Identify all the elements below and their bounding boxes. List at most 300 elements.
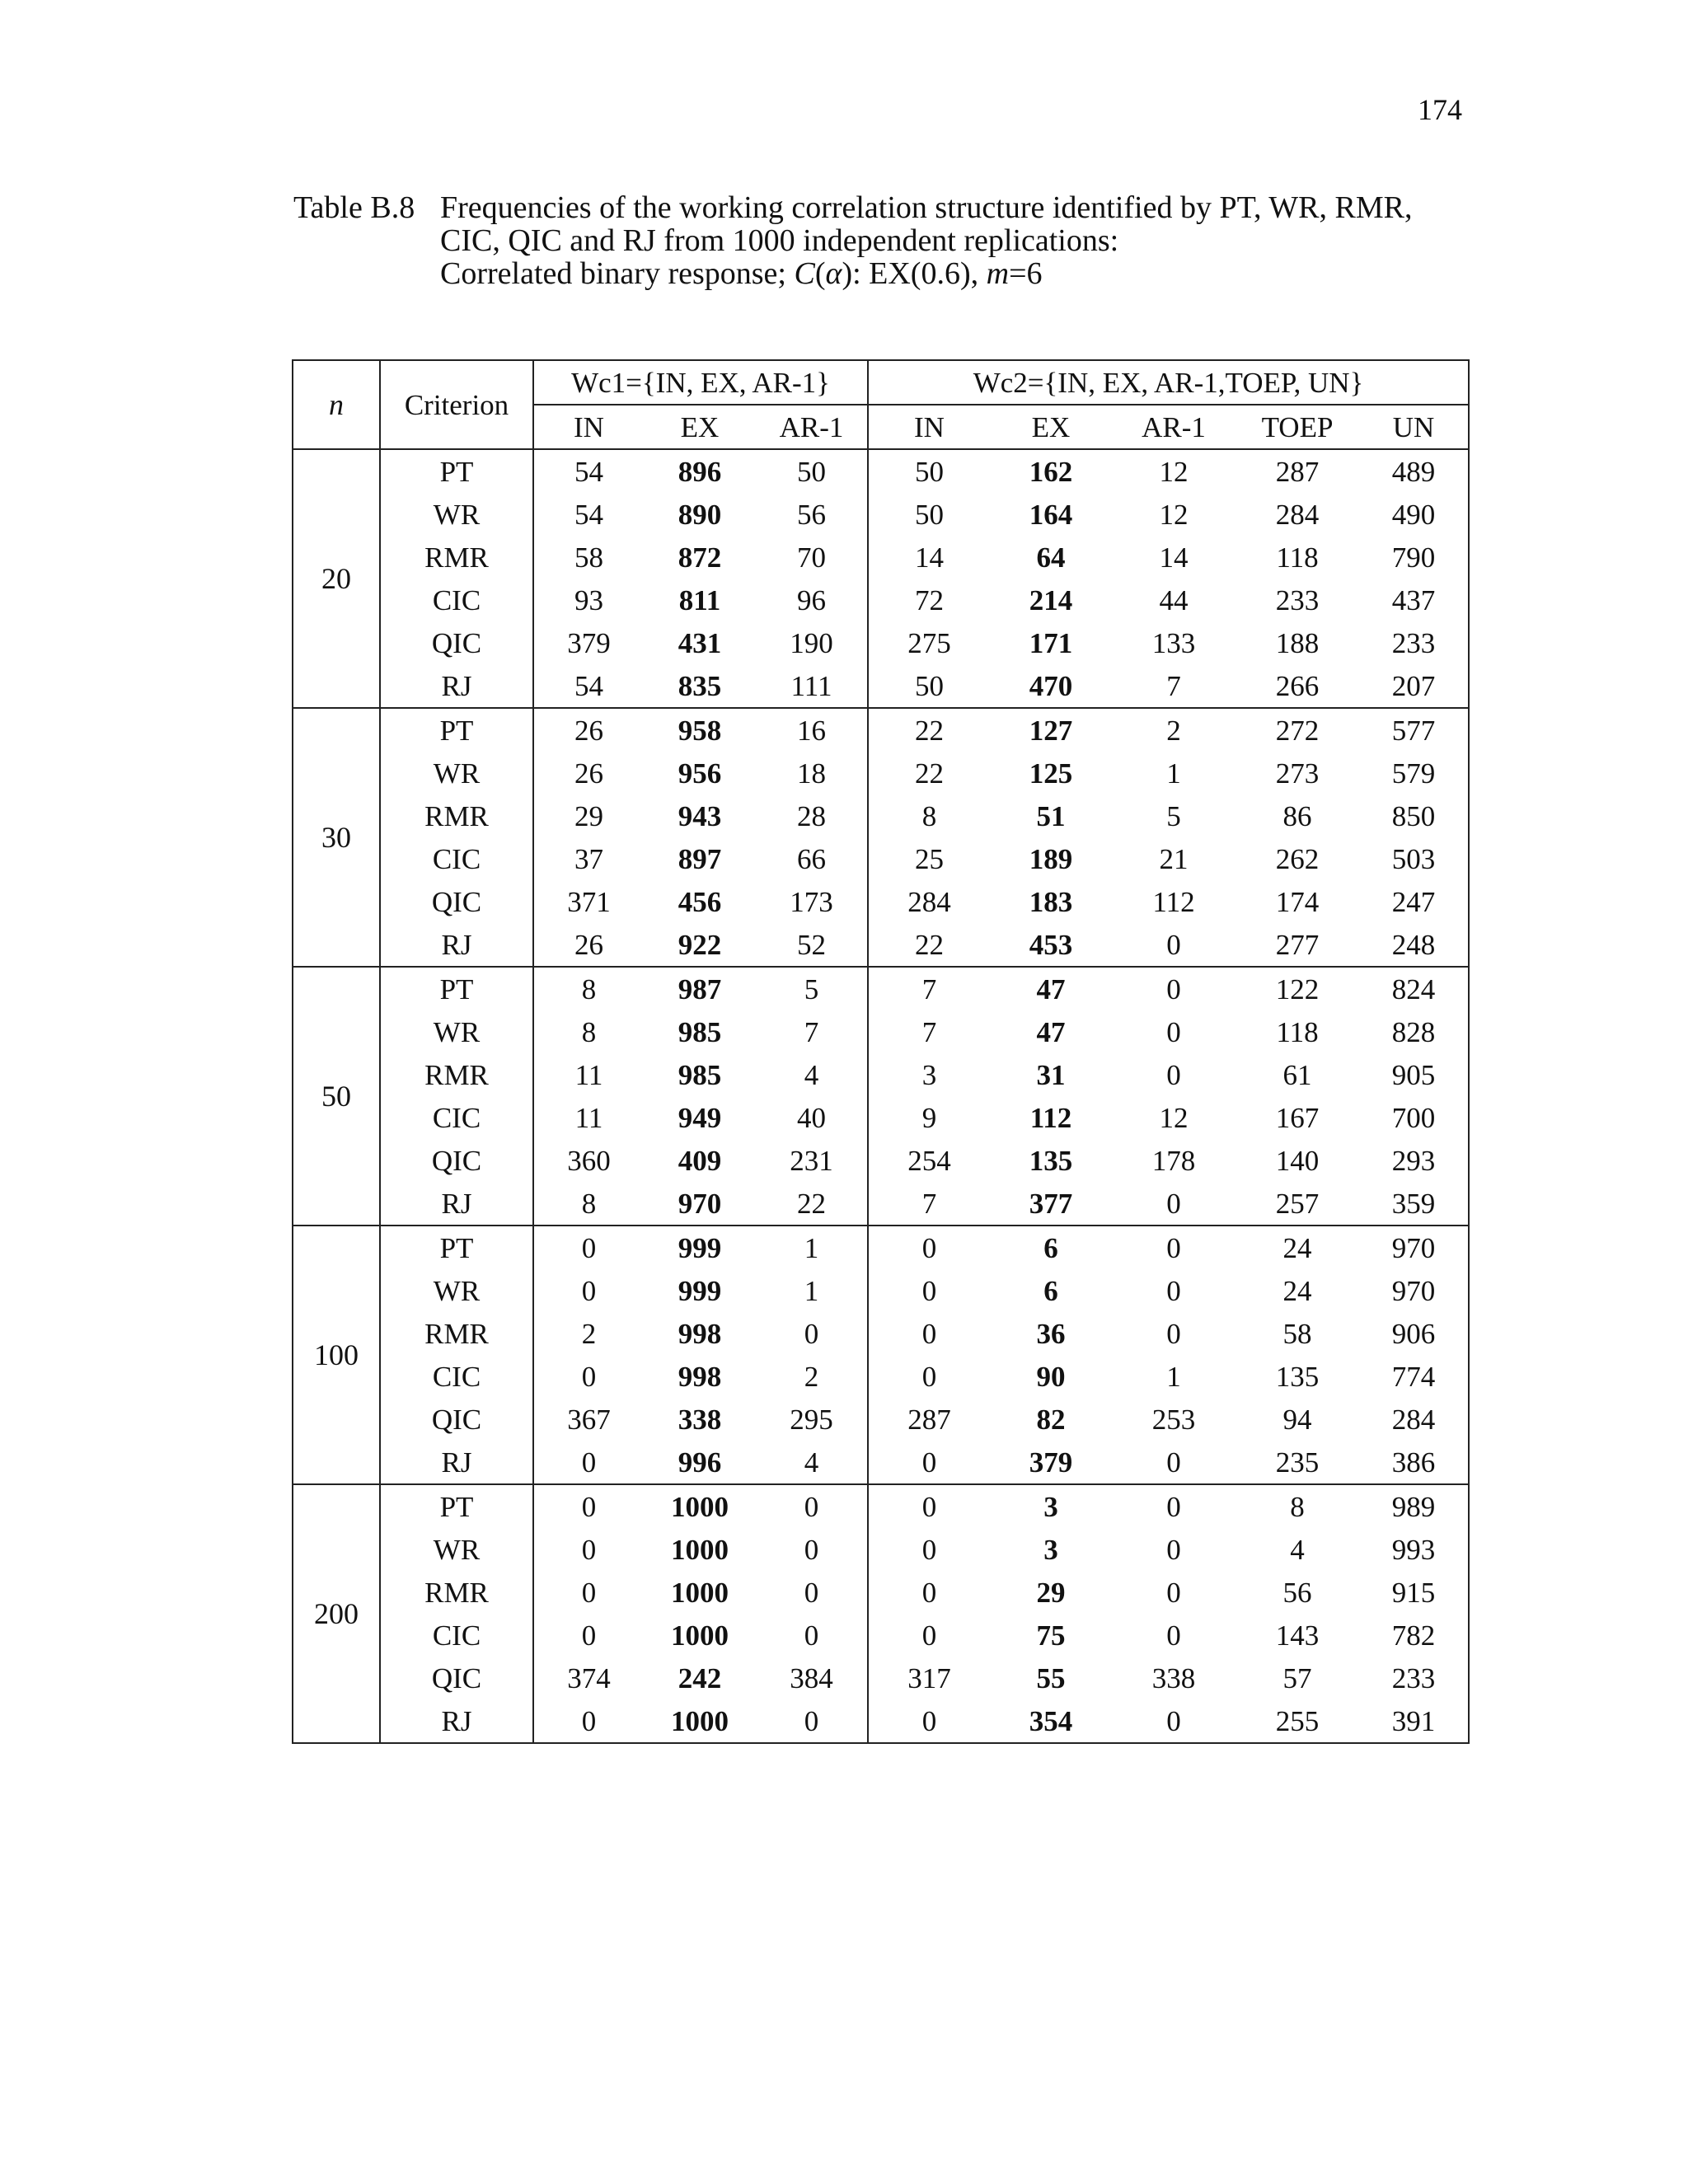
value-cell: 8 (921, 799, 937, 832)
value-cell: 284 (1275, 498, 1320, 531)
value-cell: 7 (921, 972, 937, 1005)
table-row (293, 708, 1469, 752)
table-row (293, 880, 1469, 923)
value-cell: 338 (678, 1403, 722, 1436)
frequency-table (292, 359, 1470, 1744)
value-cell: 850 (1359, 794, 1469, 837)
header-wc2-ex: EX (990, 405, 1112, 449)
table-row (293, 1312, 1469, 1355)
value-cell: 284 (1359, 1398, 1469, 1441)
value-cell: 1000 (671, 1619, 729, 1652)
header-wc2-toep: TOEP (1236, 405, 1359, 449)
table-row (293, 1226, 1469, 1269)
group-n: 100 (293, 1226, 380, 1484)
value-cell: 872 (678, 541, 722, 574)
value-cell: 503 (1359, 837, 1469, 880)
table-row (293, 967, 1469, 1010)
value-cell: 409 (678, 1144, 722, 1177)
header-wc2: Wc2={IN, EX, AR-1,TOEP, UN} (868, 360, 1469, 405)
value-cell: 4 (1290, 1533, 1305, 1566)
value-cell: 188 (1275, 626, 1320, 659)
value-cell: 26 (574, 714, 603, 747)
value-cell: 905 (1359, 1053, 1469, 1096)
value-cell: 11 (574, 1101, 603, 1134)
header-wc1-ex: EX (644, 405, 756, 449)
criterion-cell: RMR (380, 536, 533, 579)
value-cell: 1000 (644, 1699, 756, 1743)
table-row (293, 493, 1469, 536)
value-cell: 0 (1166, 972, 1181, 1005)
value-cell: 0 (756, 1312, 868, 1355)
value-cell: 22 (868, 923, 990, 967)
value-cell: 293 (1359, 1139, 1469, 1182)
value-cell: 47 (1036, 1015, 1066, 1048)
value-cell: 379 (990, 1441, 1112, 1484)
value-cell: 28 (756, 794, 868, 837)
value-cell: 0 (921, 1576, 937, 1609)
table-row (293, 1441, 1469, 1484)
table-body (293, 449, 1469, 1743)
value-cell: 431 (678, 626, 722, 659)
value-cell: 4 (756, 1441, 868, 1484)
value-cell: 824 (1359, 967, 1469, 1010)
value-cell: 828 (1359, 1010, 1469, 1053)
value-cell: 0 (581, 1533, 597, 1566)
criterion-cell: RMR (380, 1312, 533, 1355)
criterion-cell: WR (380, 1269, 533, 1312)
value-cell: 112 (1152, 885, 1195, 918)
value-cell: 1000 (671, 1533, 729, 1566)
value-cell: 61 (1282, 1058, 1312, 1091)
group-n: 30 (293, 708, 380, 967)
criterion-cell: CIC (380, 579, 533, 621)
value-cell: 55 (1036, 1661, 1066, 1694)
value-cell: 0 (1166, 1015, 1181, 1048)
value-cell: 24 (1282, 1231, 1312, 1264)
value-cell: 999 (678, 1274, 722, 1307)
value-cell: 82 (1036, 1403, 1066, 1436)
value-cell: 391 (1359, 1699, 1469, 1743)
table-row (293, 1010, 1469, 1053)
value-cell: 5 (1166, 799, 1181, 832)
table-row (293, 837, 1469, 880)
value-cell: 956 (678, 757, 722, 790)
criterion-cell: QIC (380, 880, 533, 923)
value-cell: 295 (756, 1398, 868, 1441)
caption-line-3-text: Correlated binary response; (440, 256, 795, 291)
value-cell: 40 (756, 1096, 868, 1139)
value-cell: 72 (915, 583, 944, 616)
value-cell: 266 (1236, 664, 1359, 708)
criterion-cell: CIC (380, 837, 533, 880)
value-cell: 906 (1359, 1312, 1469, 1355)
value-cell: 96 (756, 579, 868, 621)
value-cell: 125 (1029, 757, 1073, 790)
header-wc1-ar1: AR-1 (756, 405, 868, 449)
table-row (293, 449, 1469, 493)
value-cell: 0 (1112, 1699, 1236, 1743)
value-cell: 384 (756, 1657, 868, 1699)
value-cell: 897 (678, 842, 722, 875)
table-row (293, 794, 1469, 837)
value-cell: 317 (907, 1661, 951, 1694)
value-cell: 949 (678, 1101, 722, 1134)
value-cell: 7 (921, 1015, 937, 1048)
value-cell: 235 (1236, 1441, 1359, 1484)
criterion-cell: WR (380, 493, 533, 536)
value-cell: 4 (756, 1053, 868, 1096)
value-cell: 0 (921, 1231, 937, 1264)
value-cell: 2 (756, 1355, 868, 1398)
value-cell: 52 (756, 923, 868, 967)
value-cell: 377 (990, 1182, 1112, 1226)
value-cell: 0 (921, 1533, 937, 1566)
value-cell: 22 (756, 1182, 868, 1226)
value-cell: 12 (1159, 455, 1189, 488)
group-n: 50 (293, 967, 380, 1226)
value-cell: 0 (921, 1360, 937, 1393)
criterion-cell: RJ (380, 1182, 533, 1226)
value-cell: 18 (756, 752, 868, 794)
value-cell: 999 (678, 1231, 722, 1264)
value-cell: 231 (756, 1139, 868, 1182)
header-criterion: Criterion (380, 360, 533, 449)
value-cell: 86 (1282, 799, 1312, 832)
value-cell: 21 (1159, 842, 1189, 875)
table-row (293, 1355, 1469, 1398)
value-cell: 287 (1275, 455, 1320, 488)
value-cell: 8 (581, 972, 597, 1005)
value-cell: 0 (756, 1528, 868, 1571)
value-cell: 11 (574, 1058, 603, 1091)
value-cell: 58 (574, 541, 603, 574)
value-cell: 782 (1359, 1614, 1469, 1657)
criterion-cell: RMR (380, 1571, 533, 1614)
value-cell: 14 (1159, 541, 1189, 574)
value-cell: 490 (1359, 493, 1469, 536)
header-wc1: Wc1={IN, EX, AR-1} (533, 360, 868, 405)
value-cell: 64 (1036, 541, 1066, 574)
value-cell: 0 (1112, 923, 1236, 967)
value-cell: 233 (1359, 1657, 1469, 1699)
value-cell: 164 (1029, 498, 1073, 531)
table-row (293, 621, 1469, 664)
value-cell: 1 (756, 1226, 868, 1269)
value-cell: 51 (1036, 799, 1066, 832)
value-cell: 57 (1282, 1661, 1312, 1694)
value-cell: 0 (581, 1231, 597, 1264)
table-row (293, 1484, 1469, 1528)
criterion-cell: QIC (380, 1139, 533, 1182)
value-cell: 0 (1112, 1441, 1236, 1484)
criterion-cell: CIC (380, 1614, 533, 1657)
table-row (293, 536, 1469, 579)
value-cell: 50 (915, 455, 944, 488)
value-cell: 6 (1043, 1231, 1058, 1264)
value-cell: 171 (1029, 626, 1073, 659)
value-cell: 162 (1029, 455, 1073, 488)
caption-line-3 (440, 257, 1043, 290)
value-cell: 56 (1282, 1576, 1312, 1609)
value-cell: 1000 (671, 1490, 729, 1523)
value-cell: 386 (1359, 1441, 1469, 1484)
value-cell: 248 (1359, 923, 1469, 967)
value-cell: 0 (1166, 1274, 1181, 1307)
value-cell: 0 (1166, 1533, 1181, 1566)
value-cell: 167 (1275, 1101, 1320, 1134)
value-cell: 2 (581, 1317, 597, 1350)
value-cell: 277 (1236, 923, 1359, 967)
value-cell: 262 (1275, 842, 1320, 875)
value-cell: 190 (756, 621, 868, 664)
value-cell: 915 (1359, 1571, 1469, 1614)
criterion-cell: CIC (380, 1355, 533, 1398)
value-cell: 122 (1275, 972, 1320, 1005)
value-cell: 112 (1029, 1101, 1072, 1134)
value-cell: 75 (1036, 1619, 1066, 1652)
value-cell: 26 (574, 757, 603, 790)
value-cell: 257 (1236, 1182, 1359, 1226)
value-cell: 133 (1151, 626, 1196, 659)
criterion-cell: WR (380, 1528, 533, 1571)
value-cell: 233 (1275, 583, 1320, 616)
value-cell: 360 (567, 1144, 611, 1177)
value-cell: 9 (921, 1101, 937, 1134)
group-n: 200 (293, 1484, 380, 1743)
value-cell: 50 (756, 449, 868, 493)
value-cell: 287 (907, 1403, 951, 1436)
value-cell: 996 (644, 1441, 756, 1484)
criterion-cell: RMR (380, 1053, 533, 1096)
value-cell: 29 (1036, 1576, 1066, 1609)
value-cell: 998 (678, 1317, 722, 1350)
criterion-cell: RJ (380, 1699, 533, 1743)
criterion-cell: PT (380, 967, 533, 1010)
value-cell: 214 (1029, 583, 1073, 616)
value-cell: 273 (1275, 757, 1320, 790)
value-cell: 22 (915, 714, 944, 747)
criterion-cell: QIC (380, 1398, 533, 1441)
criterion-cell: CIC (380, 1096, 533, 1139)
value-cell: 12 (1159, 1101, 1189, 1134)
value-cell: 183 (1029, 885, 1073, 918)
value-cell: 90 (1036, 1360, 1066, 1393)
value-cell: 94 (1282, 1403, 1312, 1436)
value-cell: 25 (915, 842, 944, 875)
value-cell: 44 (1159, 583, 1189, 616)
value-cell: 958 (678, 714, 722, 747)
value-cell: 7 (756, 1010, 868, 1053)
value-cell: 989 (1359, 1484, 1469, 1528)
value-cell: 58 (1282, 1317, 1312, 1350)
value-cell: 8 (533, 1182, 644, 1226)
value-cell: 178 (1151, 1144, 1196, 1177)
value-cell: 371 (567, 885, 611, 918)
caption-m-symbol: m (986, 256, 1010, 291)
value-cell: 774 (1359, 1355, 1469, 1398)
table-row (293, 1182, 1469, 1226)
value-cell: 173 (756, 880, 868, 923)
value-cell: 359 (1359, 1182, 1469, 1226)
value-cell: 50 (915, 498, 944, 531)
header-wc1-in: IN (533, 405, 644, 449)
value-cell: 254 (907, 1144, 951, 1177)
value-cell: 437 (1359, 579, 1469, 621)
value-cell: 922 (644, 923, 756, 967)
value-cell: 111 (756, 664, 868, 708)
value-cell: 54 (533, 664, 644, 708)
value-cell: 0 (921, 1619, 937, 1652)
value-cell: 367 (567, 1403, 611, 1436)
value-cell: 3 (1043, 1533, 1058, 1566)
value-cell: 970 (644, 1182, 756, 1226)
value-cell: 896 (678, 455, 722, 488)
caption-alpha-symbol: α (825, 256, 842, 291)
header-n: n (293, 360, 380, 449)
table-row (293, 1139, 1469, 1182)
value-cell: 189 (1029, 842, 1073, 875)
value-cell: 7 (1112, 664, 1236, 708)
value-cell: 453 (990, 923, 1112, 967)
criterion-cell: QIC (380, 621, 533, 664)
header-wc2-in: IN (868, 405, 990, 449)
value-cell: 943 (678, 799, 722, 832)
criterion-cell: PT (380, 449, 533, 493)
value-cell: 470 (990, 664, 1112, 708)
value-cell: 247 (1359, 880, 1469, 923)
value-cell: 0 (581, 1619, 597, 1652)
table-row (293, 1571, 1469, 1614)
caption-line-1: Frequencies of the working correlation structure identified by PT, WR, RMR, (440, 190, 1413, 225)
value-cell: 0 (1166, 1058, 1181, 1091)
criterion-cell: QIC (380, 1657, 533, 1699)
value-cell: 579 (1359, 752, 1469, 794)
table-row (293, 1699, 1469, 1743)
value-cell: 253 (1151, 1403, 1196, 1436)
value-cell: 1 (1166, 1360, 1181, 1393)
value-cell: 0 (581, 1360, 597, 1393)
value-cell: 0 (1166, 1576, 1181, 1609)
value-cell: 985 (678, 1015, 722, 1048)
value-cell: 0 (1166, 1231, 1181, 1264)
caption-line-3-end: =6 (1009, 256, 1043, 291)
criterion-cell: WR (380, 752, 533, 794)
value-cell: 118 (1276, 541, 1319, 574)
table-row (293, 923, 1469, 967)
criterion-cell: PT (380, 1484, 533, 1528)
value-cell: 1 (1166, 757, 1181, 790)
value-cell: 14 (915, 541, 944, 574)
value-cell: 36 (1036, 1317, 1066, 1350)
value-cell: 700 (1359, 1096, 1469, 1139)
caption-line-2: CIC, QIC and RJ from 1000 independent replications: (440, 223, 1119, 258)
header-wc2-un: UN (1359, 405, 1469, 449)
criterion-cell: RJ (380, 923, 533, 967)
caption-line-3-mid: ): EX(0.6), (842, 256, 987, 291)
value-cell: 174 (1275, 885, 1320, 918)
criterion-cell: WR (380, 1010, 533, 1053)
value-cell: 37 (574, 842, 603, 875)
criterion-cell: PT (380, 708, 533, 752)
value-cell: 890 (678, 498, 722, 531)
header-wc2-ar1: AR-1 (1112, 405, 1236, 449)
value-cell: 7 (868, 1182, 990, 1226)
table-row (293, 1398, 1469, 1441)
value-cell: 26 (533, 923, 644, 967)
value-cell: 54 (574, 498, 603, 531)
value-cell: 0 (756, 1571, 868, 1614)
criterion-cell: RMR (380, 794, 533, 837)
value-cell: 0 (921, 1317, 937, 1350)
criterion-cell: RJ (380, 1441, 533, 1484)
value-cell: 0 (868, 1441, 990, 1484)
value-cell: 998 (678, 1360, 722, 1393)
table-row (293, 1053, 1469, 1096)
value-cell: 31 (1036, 1058, 1066, 1091)
value-cell: 12 (1159, 498, 1189, 531)
caption-label: Table B.8 (293, 190, 415, 225)
value-cell: 0 (581, 1576, 597, 1609)
value-cell: 0 (921, 1274, 937, 1307)
value-cell: 0 (581, 1490, 597, 1523)
value-cell: 379 (567, 626, 611, 659)
table-row (293, 1269, 1469, 1312)
value-cell: 577 (1359, 708, 1469, 752)
table-row (293, 1614, 1469, 1657)
value-cell: 0 (533, 1441, 644, 1484)
value-cell: 0 (756, 1484, 868, 1528)
criterion-cell: PT (380, 1226, 533, 1269)
value-cell: 354 (990, 1699, 1112, 1743)
value-cell: 22 (915, 757, 944, 790)
value-cell: 1000 (671, 1576, 729, 1609)
value-cell: 54 (574, 455, 603, 488)
value-cell: 790 (1359, 536, 1469, 579)
value-cell: 143 (1275, 1619, 1320, 1652)
value-cell: 272 (1275, 714, 1320, 747)
value-cell: 135 (1029, 1144, 1073, 1177)
value-cell: 0 (868, 1699, 990, 1743)
value-cell: 16 (756, 708, 868, 752)
value-cell: 66 (756, 837, 868, 880)
value-cell: 140 (1275, 1144, 1320, 1177)
value-cell: 275 (907, 626, 951, 659)
value-cell: 5 (756, 967, 868, 1010)
table-row (293, 1528, 1469, 1571)
value-cell: 70 (756, 536, 868, 579)
value-cell: 135 (1275, 1360, 1320, 1393)
value-cell: 338 (1151, 1661, 1196, 1694)
page-number: 174 (1418, 93, 1462, 126)
value-cell: 3 (921, 1058, 937, 1091)
value-cell: 50 (868, 664, 990, 708)
table-row (293, 664, 1469, 708)
value-cell: 1 (756, 1269, 868, 1312)
value-cell: 0 (581, 1274, 597, 1307)
value-cell: 284 (907, 885, 951, 918)
value-cell: 29 (574, 799, 603, 832)
value-cell: 118 (1276, 1015, 1319, 1048)
caption-c-symbol: C (794, 256, 815, 291)
value-cell: 127 (1029, 714, 1073, 747)
caption-paren-open: ( (814, 256, 826, 291)
table-row (293, 1657, 1469, 1699)
value-cell: 0 (756, 1614, 868, 1657)
value-cell: 8 (1290, 1490, 1305, 1523)
value-cell: 970 (1359, 1269, 1469, 1312)
value-cell: 374 (567, 1661, 611, 1694)
value-cell: 456 (678, 885, 722, 918)
